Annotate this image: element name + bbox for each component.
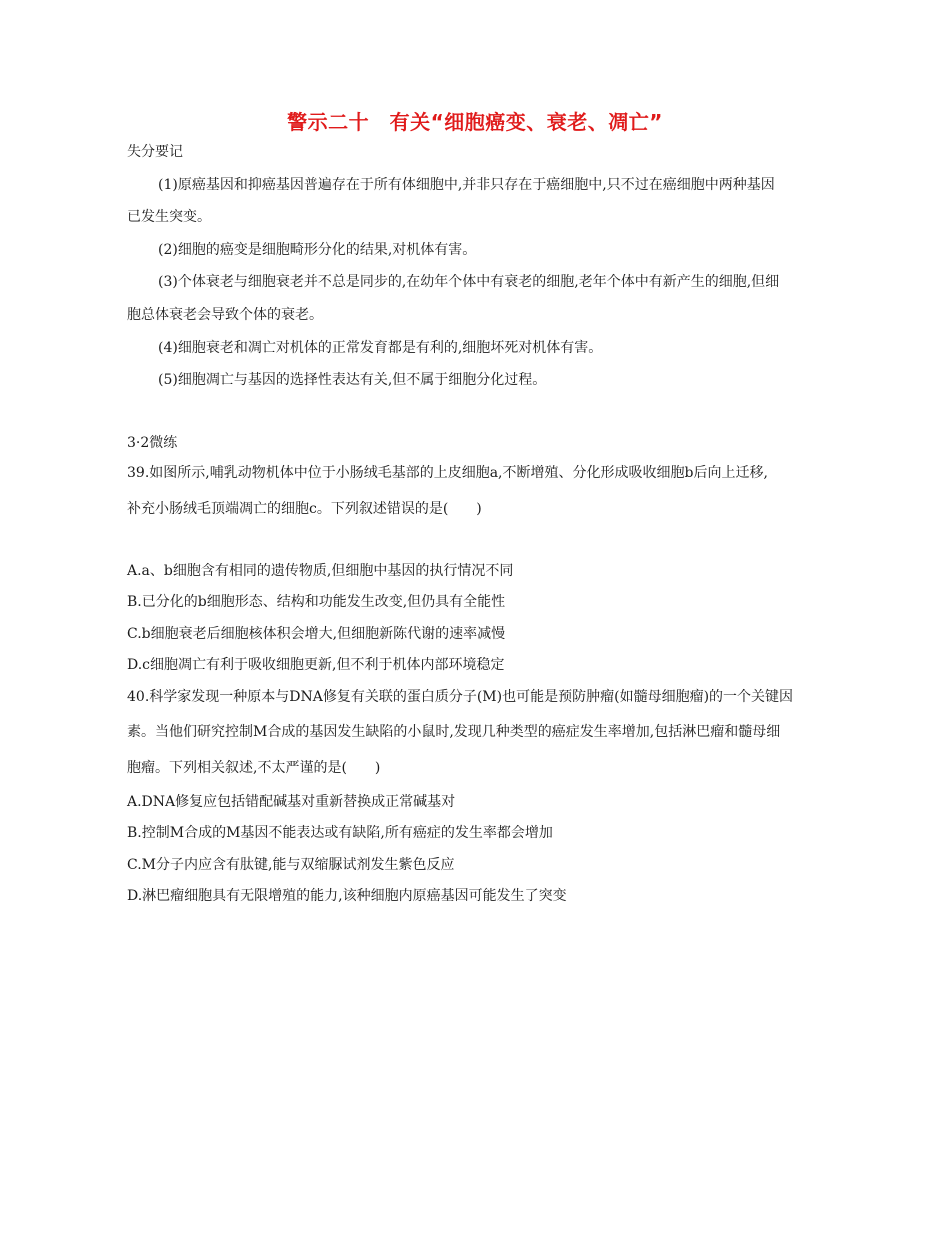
point-1-line-1: (1)原癌基因和抑癌基因普遍存在于所有体细胞中,并非只存在于癌细胞中,只不过在癌细胞中两种基因 [158, 177, 775, 193]
point-4-line-1: (4)细胞衰老和凋亡对机体的正常发育都是有利的,细胞坏死对机体有害。 [158, 340, 603, 356]
section-heading-key-points: 失分要记 [127, 144, 183, 160]
q40-option-b: B.控制M合成的M基因不能表达或有缺陷,所有癌症的发生率都会增加 [127, 825, 553, 841]
q39-stem-line-2: 补充小肠绒毛顶端凋亡的细胞c。下列叙述错误的是( ) [127, 501, 482, 517]
q40-stem-line-3: 胞瘤。下列相关叙述,不太严谨的是( ) [127, 760, 381, 776]
page-title: 警示二十 有关“细胞癌变、衰老、凋亡” [287, 110, 663, 134]
point-3-line-2: 胞总体衰老会导致个体的衰老。 [127, 307, 323, 323]
q39-stem-line-1: 39.如图所示,哺乳动物机体中位于小肠绒毛基部的上皮细胞a,不断增殖、分化形成吸收细胞b后向上迁移, [127, 465, 768, 481]
point-2-line-1: (2)细胞的癌变是细胞畸形分化的结果,对机体有害。 [158, 242, 477, 258]
q40-option-d: D.淋巴瘤细胞具有无限增殖的能力,该种细胞内原癌基因可能发生了突变 [127, 888, 567, 904]
q40-option-a: A.DNA修复应包括错配碱基对重新替换成正常碱基对 [127, 794, 456, 810]
point-3-line-1: (3)个体衰老与细胞衰老并不总是同步的,在幼年个体中有衰老的细胞,老年个体中有新产生的细胞,但细 [158, 274, 780, 290]
section-heading-exercises: 3·2微练 [127, 435, 178, 451]
q40-stem-line-1: 40.科学家发现一种原本与DNA修复有关联的蛋白质分子(M)也可能是预防肿瘤(如髓母细胞瘤)的一个关键因 [127, 689, 794, 705]
q39-option-b: B.已分化的b细胞形态、结构和功能发生改变,但仍具有全能性 [127, 594, 506, 610]
q39-option-d: D.c细胞凋亡有利于吸收细胞更新,但不利于机体内部环境稳定 [127, 657, 505, 673]
q40-option-c: C.M分子内应含有肽键,能与双缩脲试剂发生紫色反应 [127, 857, 455, 873]
q39-option-a: A.a、b细胞含有相同的遗传物质,但细胞中基因的执行情况不同 [127, 563, 514, 579]
point-1-line-2: 已发生突变。 [127, 209, 211, 225]
q39-option-c: C.b细胞衰老后细胞核体积会增大,但细胞新陈代谢的速率减慢 [127, 626, 506, 642]
q40-stem-line-2: 素。当他们研究控制M合成的基因发生缺陷的小鼠时,发现几种类型的癌症发生率增加,包括淋巴瘤和髓母细 [127, 724, 781, 740]
point-5-line-1: (5)细胞凋亡与基因的选择性表达有关,但不属于细胞分化过程。 [158, 372, 547, 388]
